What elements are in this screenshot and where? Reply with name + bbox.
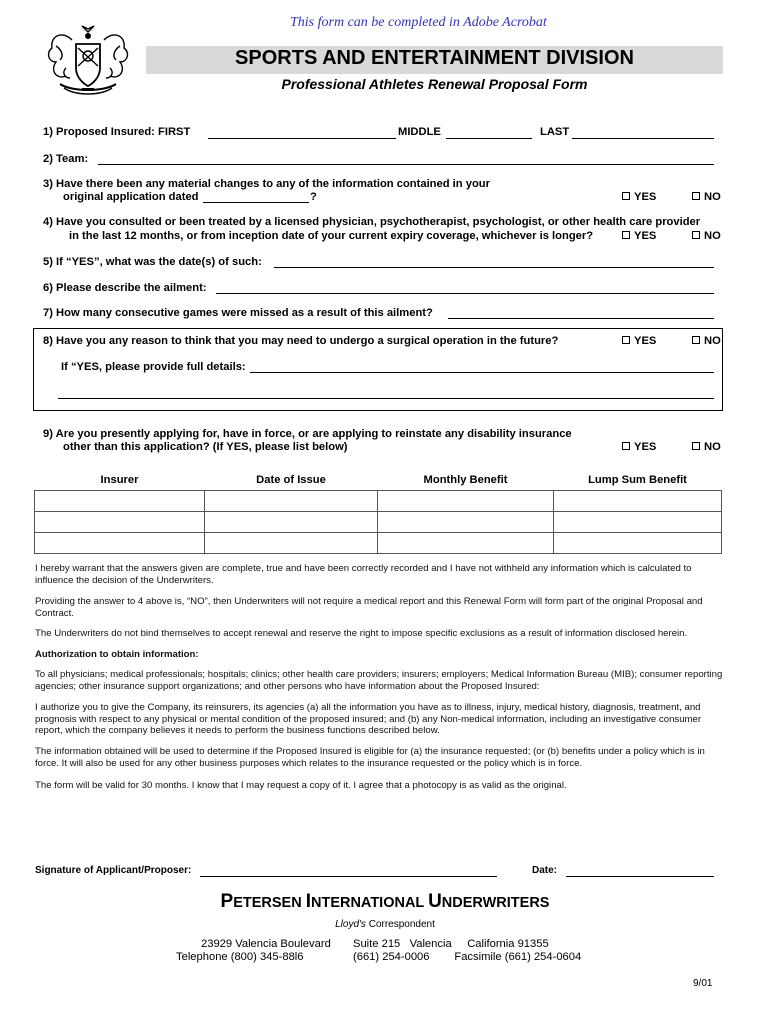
company-name-u: U xyxy=(428,891,442,912)
company-name-i: I xyxy=(305,891,311,912)
ailment-description-field[interactable] xyxy=(216,293,714,294)
q7-label: 7) How many consecutive games were missed as a result of this ailment? xyxy=(43,307,433,319)
q1-last-label: LAST xyxy=(540,126,570,138)
page-subtitle: Professional Athletes Renewal Proposal Form xyxy=(281,76,588,92)
q2-label: 2) Team: xyxy=(43,153,89,165)
warrant-paragraph: I hereby warrant that the answers given are complete, true and have been correctly recorded and I have not withheld any information which is calculated to influence the decision of the Underwriters. xyxy=(35,563,692,586)
page-title: SPORTS AND ENTERTAINMENT DIVISION xyxy=(235,47,634,69)
lump-sum-benefit-header: Lump Sum Benefit xyxy=(588,473,687,486)
q9-no-checkbox[interactable] xyxy=(692,441,721,453)
address-line-1a: 23929 Valencia Boulevard xyxy=(201,938,331,950)
q4-no-checkbox[interactable] xyxy=(692,230,721,242)
date-label: Date: xyxy=(532,865,558,876)
q5-label: 5) If “YES”, what was the date(s) of such: xyxy=(43,256,262,268)
q9-line2: other than this application? (If YES, please list below) xyxy=(63,441,348,453)
table-cell[interactable] xyxy=(35,490,205,511)
q8-right-rule xyxy=(722,328,723,410)
q8-top-rule xyxy=(33,328,723,329)
checkbox-icon xyxy=(622,442,630,450)
checkbox-icon xyxy=(692,231,700,239)
q3-line2: original application dated xyxy=(63,191,199,203)
company-name-nternational: NTERNATIONAL xyxy=(310,895,429,911)
q1-middle-label: MIDDLE xyxy=(398,126,441,138)
q8-no-checkbox[interactable] xyxy=(692,335,721,347)
q6-label: 6) Please describe the ailment: xyxy=(43,282,207,294)
table-cell[interactable] xyxy=(554,532,722,553)
team-field[interactable] xyxy=(98,164,714,165)
address-line-2a: Telephone (800) 345-88l6 xyxy=(176,951,304,963)
date-of-issue-header: Date of Issue xyxy=(256,473,326,486)
table-row xyxy=(35,490,722,511)
q8-details-label: If “YES, please provide full details: xyxy=(61,361,246,373)
to-all-paragraph: To all physicians; medical professionals; hospitals; clinics; other health care providers; insurers; employers; Medical Information Bureau (MIB); consumer reporting agencies; other insurance support organizations; and other persons who have information about the Proposed Insured: xyxy=(35,669,723,692)
table-cell[interactable] xyxy=(378,511,554,532)
checkbox-icon xyxy=(692,442,700,450)
providing-paragraph: Providing the answer to 4 above is, “NO”, then Underwriters will not require a medical report and this Renewal Form will form part of the original Proposal and Contract. xyxy=(35,596,703,619)
authorization-heading: Authorization to obtain information: xyxy=(35,649,199,660)
form-code: 9/01 xyxy=(693,978,713,989)
signature-label: Signature of Applicant/Proposer: xyxy=(35,865,192,876)
q9-line1: 9) Are you presently applying for, have in force, or are applying to reinstate any disability insurance xyxy=(43,428,572,440)
signature-date-field[interactable] xyxy=(566,876,714,877)
q3-line1: 3) Have there been any material changes to any of the information contained in your xyxy=(43,178,490,190)
last-name-field[interactable] xyxy=(572,138,714,139)
q3-yes-checkbox[interactable] xyxy=(622,191,656,203)
q4-yes-checkbox[interactable] xyxy=(622,230,656,242)
q8-label: 8) Have you any reason to think that you may need to undergo a surgical operation in the future? xyxy=(43,335,559,347)
checkbox-icon xyxy=(622,336,630,344)
crest-icon xyxy=(42,22,134,102)
signature-field[interactable] xyxy=(200,876,497,877)
q9-yes-checkbox[interactable] xyxy=(622,441,656,453)
checkbox-icon xyxy=(622,192,630,200)
q4-line2: in the last 12 months, or from inception date of your current expiry coverage, whichever is longer? xyxy=(69,230,594,242)
address-line-2b: (661) 254-0006 Facsimile (661) 254-0604 xyxy=(353,951,582,963)
company-name xyxy=(0,891,770,913)
company-name-p: P xyxy=(220,891,234,912)
insurance-table xyxy=(34,470,722,554)
monthly-benefit-header: Monthly Benefit xyxy=(423,473,508,486)
q8-yes-label: YES xyxy=(634,335,657,347)
company-name-etersen: ETERSEN xyxy=(233,895,306,911)
checkbox-icon xyxy=(692,336,700,344)
middle-name-field[interactable] xyxy=(446,138,532,139)
valid-paragraph: The form will be valid for 30 months. I know that I may request a copy of it. I agree that a photocopy is as valid as the original. xyxy=(35,780,567,791)
table-header-row xyxy=(35,470,722,490)
first-name-field[interactable] xyxy=(208,138,396,139)
insurer-header: Insurer xyxy=(100,473,139,486)
q3-yes-label: YES xyxy=(634,191,657,203)
application-date-field[interactable] xyxy=(203,202,309,203)
checkbox-icon xyxy=(622,231,630,239)
table-cell[interactable] xyxy=(554,511,722,532)
games-missed-field[interactable] xyxy=(448,318,714,319)
bind-paragraph: The Underwriters do not bind themselves to accept renewal and reserve the right to impose specific exclusions as a result of information disclosed herein. xyxy=(35,628,688,639)
table-cell[interactable] xyxy=(378,532,554,553)
table-cell[interactable] xyxy=(554,490,722,511)
q8-left-rule xyxy=(33,328,34,410)
q9-no-label: NO xyxy=(704,441,721,453)
surgery-details-field-2[interactable] xyxy=(58,398,714,399)
surgery-details-field[interactable] xyxy=(250,372,714,373)
lloyds-label: Lloyd's xyxy=(335,919,366,930)
table-row xyxy=(35,532,722,553)
table-cell[interactable] xyxy=(378,490,554,511)
q1-label: 1) Proposed Insured: FIRST xyxy=(43,126,191,138)
obtained-paragraph: The information obtained will be used to determine if the Proposed Insured is eligible for (a) the insurance requested; (or (b) benefits under a policy which is in force. It will also be used for any other business purposes which relates to the insurance requested or the policy which is in force. xyxy=(35,746,705,769)
q4-no-label: NO xyxy=(704,230,721,242)
q8-yes-checkbox[interactable] xyxy=(622,335,656,347)
company-name-nderwriters: NDERWRITERS xyxy=(441,895,550,911)
q8-bottom-rule xyxy=(33,410,723,411)
q4-line1: 4) Have you consulted or been treated by a licensed physician, psychotherapist, psychologist, or other health care provider xyxy=(43,216,701,228)
lloyds-correspondent xyxy=(0,919,770,930)
acrobat-banner: This form can be completed in Adobe Acrobat xyxy=(290,15,547,30)
q3-qmark: ? xyxy=(310,191,317,203)
checkbox-icon xyxy=(692,192,700,200)
table-cell[interactable] xyxy=(35,532,205,553)
ailment-dates-field[interactable] xyxy=(274,267,714,268)
q3-no-label: NO xyxy=(704,191,721,203)
q9-yes-label: YES xyxy=(634,441,657,453)
table-row xyxy=(35,511,722,532)
q3-no-checkbox[interactable] xyxy=(692,191,721,203)
address-line-1b: Suite 215 Valencia California 91355 xyxy=(353,938,549,950)
table-cell[interactable] xyxy=(35,511,205,532)
authorize-paragraph: I authorize you to give the Company, its reinsurers, its agencies (a) all the information you have as to illness, injury, medical history, diagnosis, treatment, and prognosis with respect to any physical or mental condition of the proposed insured; and (b) any Non-medical information, including an investigative consumer report, which the company believes it needs to perform the business functions described below. xyxy=(35,702,702,736)
table-cell[interactable] xyxy=(205,511,378,532)
q4-yes-label: YES xyxy=(634,230,657,242)
correspondent-label: Correspondent xyxy=(365,919,435,930)
q8-no-label: NO xyxy=(704,335,721,347)
table-cell[interactable] xyxy=(205,490,378,511)
table-cell[interactable] xyxy=(205,532,378,553)
